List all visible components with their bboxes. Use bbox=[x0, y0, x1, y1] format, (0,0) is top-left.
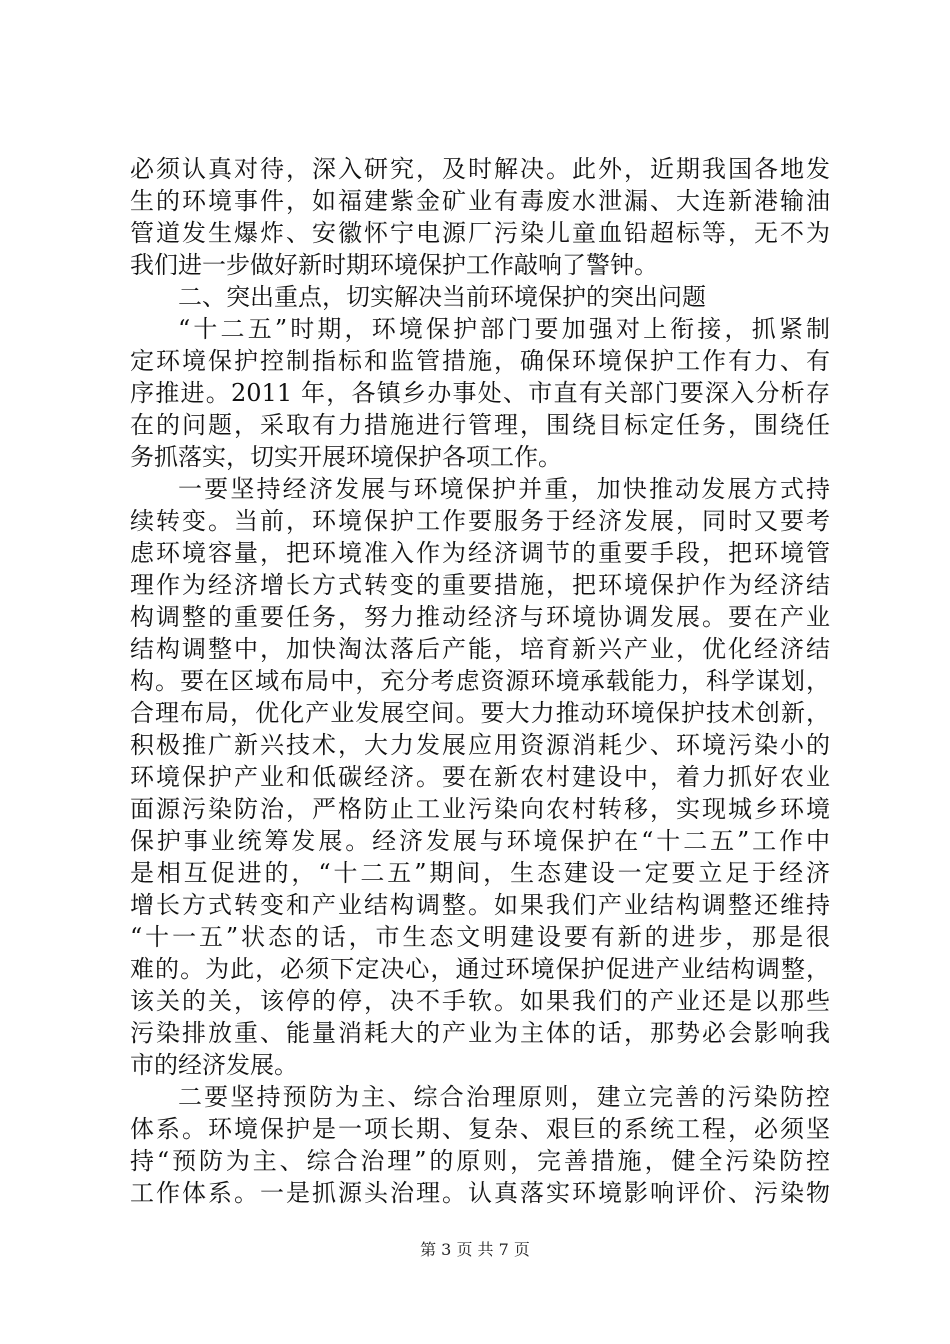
text-line: 理作为经济增长方式转变的重要措施，把环境保护作为经济结 bbox=[130, 571, 830, 599]
text-line: 结构调整中，加快淘汰落后产能，培育新兴产业，优化经济结 bbox=[130, 635, 830, 663]
text-line: 二、突出重点，切实解决当前环境保护的突出问题 bbox=[178, 283, 706, 311]
text-line: 保护事业统筹发展。经济发展与环境保护在“十二五”工作中 bbox=[130, 827, 830, 855]
text-line: “十二五”时期，环境保护部门要加强对上衔接，抓紧制 bbox=[178, 315, 830, 343]
text-line: 增长方式转变和产业结构调整。如果我们产业结构调整还维持 bbox=[130, 891, 830, 919]
text-line: 在的问题，采取有力措施进行管理，围绕目标定任务，围绕任 bbox=[130, 411, 830, 439]
text-line: 二要坚持预防为主、综合治理原则，建立完善的污染防控 bbox=[178, 1083, 830, 1111]
text-line: 我们进一步做好新时期环境保护工作敲响了警钟。 bbox=[130, 251, 658, 279]
text-line: 续转变。当前，环境保护工作要服务于经济发展，同时又要考 bbox=[130, 507, 830, 535]
text-line: 工作体系。一是抓源头治理。认真落实环境影响评价、污染物 bbox=[130, 1179, 830, 1207]
text-line: 市的经济发展。 bbox=[130, 1051, 298, 1079]
text-line: 污染排放重、能量消耗大的产业为主体的话，那势必会影响我 bbox=[130, 1019, 830, 1047]
text-line: 积极推广新兴技术，大力发展应用资源消耗少、环境污染小的 bbox=[130, 731, 830, 759]
text-line: 生的环境事件，如福建紫金矿业有毒废水泄漏、大连新港输油 bbox=[130, 187, 830, 215]
text-line: 构调整的重要任务，努力推动经济与环境协调发展。要在产业 bbox=[130, 603, 830, 631]
text-line: 合理布局，优化产业发展空间。要大力推动环境保护技术创新， bbox=[130, 699, 830, 727]
text-line: 定环境保护控制指标和监管措施，确保环境保护工作有力、有 bbox=[130, 347, 830, 375]
text-line: 持“预防为主、综合治理”的原则，完善措施，健全污染防控 bbox=[130, 1147, 830, 1175]
text-line: 构。要在区域布局中，充分考虑资源环境承载能力，科学谋划， bbox=[130, 667, 830, 695]
text-line: 面源污染防治，严格防止工业污染向农村转移，实现城乡环境 bbox=[130, 795, 830, 823]
text-line: 务抓落实，切实开展环境保护各项工作。 bbox=[130, 443, 562, 471]
text-line: 一要坚持经济发展与环境保护并重，加快推动发展方式持 bbox=[178, 475, 830, 503]
text-line: “十一五”状态的话，市生态文明建设要有新的进步，那是很 bbox=[130, 923, 830, 951]
text-line: 环境保护产业和低碳经济。要在新农村建设中，着力抓好农业 bbox=[130, 763, 830, 791]
text-line: 体系。环境保护是一项长期、复杂、艰巨的系统工程，必须坚 bbox=[130, 1115, 830, 1143]
text-line: 该关的关，该停的停，决不手软。如果我们的产业还是以那些 bbox=[130, 987, 830, 1015]
text-line: 管道发生爆炸、安徽怀宁电源厂污染儿童血铅超标等，无不为 bbox=[130, 219, 830, 247]
document-body bbox=[130, 153, 830, 1209]
text-line: 必须认真对待，深入研究，及时解决。此外，近期我国各地发 bbox=[130, 155, 830, 183]
text-line: 序推进。2011 年，各镇乡办事处、市直有关部门要深入分析存 bbox=[130, 379, 830, 407]
page-footer: 第 3 页 共 7 页 bbox=[420, 1240, 530, 1259]
text-line: 是相互促进的，“十二五”期间，生态建设一定要立足于经济 bbox=[130, 859, 830, 887]
text-line: 难的。为此，必须下定决心，通过环境保护促进产业结构调整， bbox=[130, 955, 830, 983]
text-line: 虑环境容量，把环境准入作为经济调节的重要手段，把环境管 bbox=[130, 539, 830, 567]
